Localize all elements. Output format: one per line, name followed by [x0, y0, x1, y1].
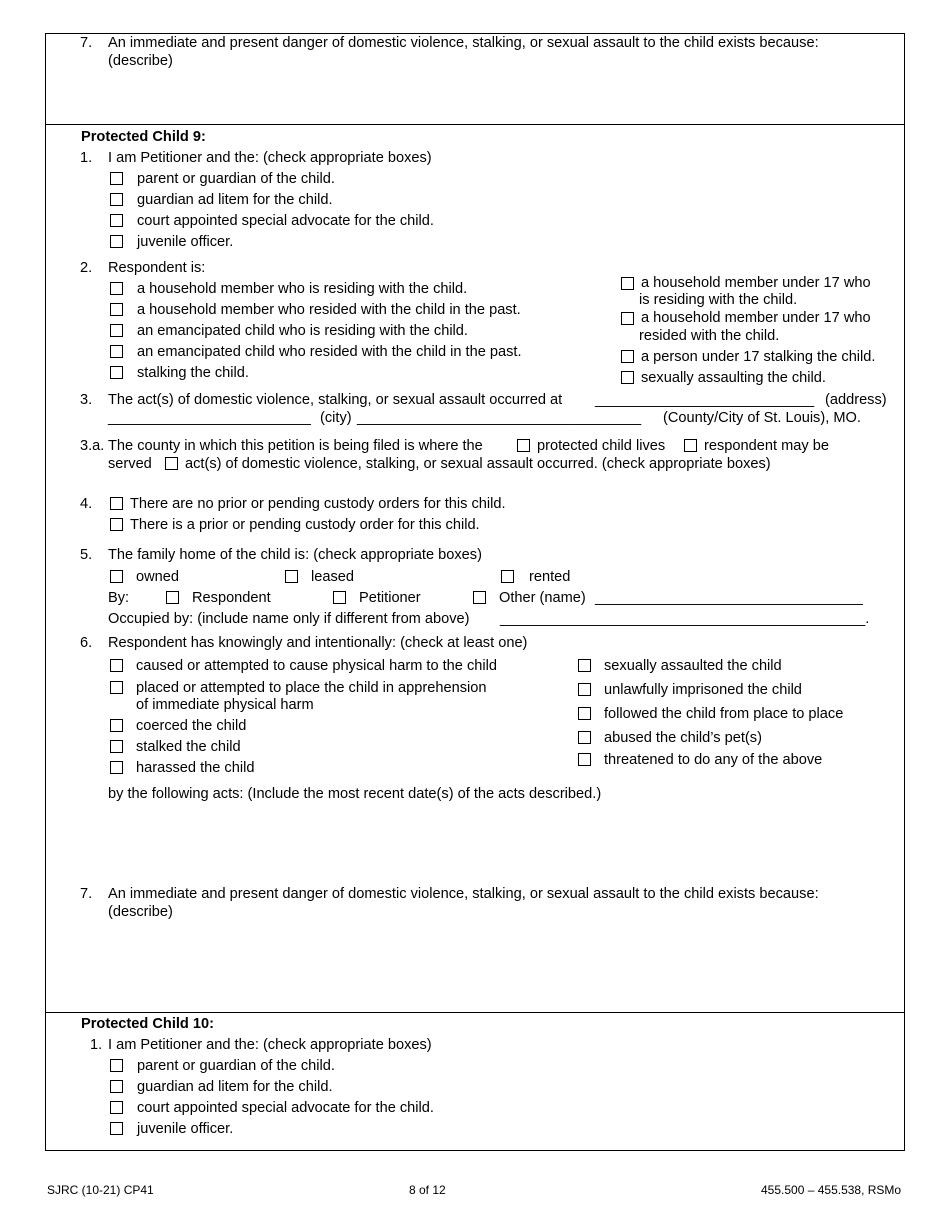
checkbox[interactable]: [110, 282, 123, 295]
q2-text: Respondent is:: [108, 260, 206, 276]
option-label: sexually assaulting the child.: [641, 370, 826, 386]
checkbox[interactable]: [110, 214, 123, 227]
checkbox[interactable]: [285, 570, 298, 583]
address-label: (address): [825, 392, 887, 408]
checkbox[interactable]: [578, 731, 591, 744]
checkbox[interactable]: [110, 345, 123, 358]
q3-text: The act(s) of domestic violence, stalking, or sexual assault occurred at: [108, 392, 563, 408]
option-label: a household member under 17 who: [641, 275, 871, 291]
child10-heading: Protected Child 10:: [81, 1016, 214, 1032]
q5-text: The family home of the child is: (check appropriate boxes): [108, 547, 482, 563]
option-label: court appointed special advocate for the child.: [137, 213, 434, 229]
option-label: There is a prior or pending custody order for this child.: [130, 517, 480, 533]
option-label: Petitioner: [359, 590, 421, 606]
item-number: 1.: [90, 1037, 103, 1053]
checkbox[interactable]: [110, 366, 123, 379]
option-label: an emancipated child who resided with the child in the past.: [137, 344, 522, 360]
by-label: By:: [108, 590, 130, 606]
option-label: followed the child from place to place: [604, 706, 844, 722]
checkbox[interactable]: [110, 570, 123, 583]
checkbox[interactable]: [110, 518, 123, 531]
checkbox[interactable]: [621, 312, 634, 325]
child9-heading: Protected Child 9:: [81, 129, 206, 145]
item-number: 7.: [80, 35, 93, 51]
item-number: 6.: [80, 635, 93, 651]
checkbox[interactable]: [110, 193, 123, 206]
q1-text: I am Petitioner and the: (check appropriate boxes): [108, 150, 432, 166]
item-number: 3.: [80, 392, 93, 408]
checkbox[interactable]: [110, 719, 123, 732]
q7-describe: (describe): [108, 904, 173, 920]
option-label: rented: [529, 569, 571, 585]
section-divider: [45, 124, 905, 125]
option-label: threatened to do any of the above: [604, 752, 823, 768]
city-label: (city): [320, 410, 352, 426]
section-divider: [45, 1012, 905, 1013]
item7-describe: (describe): [108, 53, 173, 69]
option-label: coerced the child: [136, 718, 247, 734]
item7-text: An immediate and present danger of domestic violence, stalking, or sexual assault to the child exists because:: [108, 35, 819, 51]
checkbox[interactable]: [110, 324, 123, 337]
q3a-text: The county in which this petition is being filed is where the: [108, 438, 483, 454]
option-label: guardian ad litem for the child.: [137, 192, 333, 208]
checkbox[interactable]: [684, 439, 697, 452]
option-label: sexually assaulted the child: [604, 658, 782, 674]
item-number: 4.: [80, 496, 93, 512]
footer-page-number: 8 of 12: [409, 1183, 446, 1197]
checkbox[interactable]: [621, 277, 634, 290]
occupied-blank[interactable]: _____________________________________________.: [500, 611, 870, 627]
option-label: a household member who is residing with the child.: [137, 281, 468, 297]
option-label-cont: resided with the child.: [639, 328, 780, 344]
footer-statute: 455.500 – 455.538, RSMo: [761, 1183, 902, 1197]
checkbox[interactable]: [110, 1101, 123, 1114]
address-blank[interactable]: ___________________________: [595, 392, 815, 408]
checkbox[interactable]: [165, 457, 178, 470]
county-label: (County/City of St. Louis), MO.: [663, 410, 861, 426]
option-label: owned: [136, 569, 180, 585]
item-number: 3.a.: [80, 438, 105, 454]
checkbox[interactable]: [110, 172, 123, 185]
checkbox[interactable]: [501, 570, 514, 583]
option-label: juvenile officer.: [137, 234, 234, 250]
other-name-blank[interactable]: _________________________________: [595, 590, 863, 606]
option-label: juvenile officer.: [137, 1121, 234, 1137]
checkbox[interactable]: [621, 350, 634, 363]
acts-text: by the following acts: (Include the most recent date(s) of the acts described.): [108, 786, 602, 802]
checkbox[interactable]: [578, 659, 591, 672]
option-label: an emancipated child who is residing with the child.: [137, 323, 468, 339]
option-label: guardian ad litem for the child.: [137, 1079, 333, 1095]
option-label: respondent may be: [704, 438, 829, 454]
option-label: abused the child’s pet(s): [604, 730, 762, 746]
option-label: stalking the child.: [137, 365, 249, 381]
q1-text: I am Petitioner and the: (check appropriate boxes): [108, 1037, 432, 1053]
checkbox[interactable]: [578, 707, 591, 720]
option-label: parent or guardian of the child.: [137, 171, 335, 187]
checkbox[interactable]: [166, 591, 179, 604]
county-blank[interactable]: ___________________________________: [357, 410, 642, 426]
checkbox[interactable]: [517, 439, 530, 452]
option-label: There are no prior or pending custody orders for this child.: [130, 496, 506, 512]
option-label-cont: is residing with the child.: [639, 292, 798, 308]
checkbox[interactable]: [333, 591, 346, 604]
checkbox[interactable]: [110, 681, 123, 694]
option-label: caused or attempted to cause physical harm to the child: [136, 658, 497, 674]
q7-text: An immediate and present danger of domestic violence, stalking, or sexual assault to the child exists because:: [108, 886, 819, 902]
item-number: 7.: [80, 886, 93, 902]
option-label: a person under 17 stalking the child.: [641, 349, 876, 365]
checkbox[interactable]: [473, 591, 486, 604]
option-label: protected child lives: [537, 438, 666, 454]
option-label: act(s) of domestic violence, stalking, or sexual assault occurred. (check appropriate boxes): [185, 456, 771, 472]
option-label: court appointed special advocate for the child.: [137, 1100, 434, 1116]
checkbox[interactable]: [110, 761, 123, 774]
checkbox[interactable]: [110, 235, 123, 248]
option-label: Respondent: [192, 590, 271, 606]
item-number: 2.: [80, 260, 93, 276]
option-label: Other (name): [499, 590, 586, 606]
item-number: 5.: [80, 547, 93, 563]
checkbox[interactable]: [110, 303, 123, 316]
checkbox[interactable]: [110, 659, 123, 672]
q3a-text-cont: served: [108, 456, 152, 472]
option-label: a household member under 17 who: [641, 310, 871, 326]
city-blank[interactable]: _________________________: [108, 410, 311, 426]
option-label: placed or attempted to place the child in apprehension: [136, 680, 487, 696]
checkbox[interactable]: [110, 1059, 123, 1072]
option-label: parent or guardian of the child.: [137, 1058, 335, 1074]
option-label: stalked the child: [136, 739, 241, 755]
q6-text: Respondent has knowingly and intentionally: (check at least one): [108, 635, 528, 651]
checkbox[interactable]: [110, 740, 123, 753]
checkbox[interactable]: [110, 1080, 123, 1093]
checkbox[interactable]: [621, 371, 634, 384]
occupied-label: Occupied by: (include name only if different from above): [108, 611, 470, 627]
checkbox[interactable]: [110, 497, 123, 510]
footer-form-id: SJRC (10-21) CP41: [47, 1183, 154, 1197]
option-label-cont: of immediate physical harm: [136, 697, 314, 713]
checkbox[interactable]: [578, 753, 591, 766]
option-label: unlawfully imprisoned the child: [604, 682, 802, 698]
checkbox[interactable]: [578, 683, 591, 696]
option-label: harassed the child: [136, 760, 255, 776]
option-label: leased: [311, 569, 355, 585]
item-number: 1.: [80, 150, 93, 166]
checkbox[interactable]: [110, 1122, 123, 1135]
option-label: a household member who resided with the child in the past.: [137, 302, 521, 318]
